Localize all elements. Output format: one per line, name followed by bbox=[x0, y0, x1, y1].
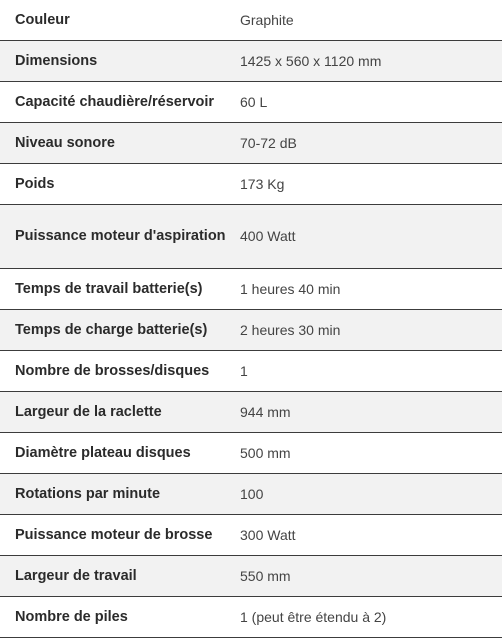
spec-label: Puissance moteur d'aspiration bbox=[15, 228, 226, 244]
spec-row-temps-charge bbox=[0, 309, 502, 350]
spec-label: Dimensions bbox=[15, 52, 98, 69]
spec-label: Largeur de la raclette bbox=[15, 403, 162, 420]
spec-value: 100 bbox=[240, 485, 264, 502]
spec-label: Poids bbox=[15, 175, 55, 192]
spec-row-capacite bbox=[0, 81, 502, 122]
spec-row-nombre-brosses bbox=[0, 350, 502, 391]
spec-row-dimensions bbox=[0, 40, 502, 81]
spec-row-rotations bbox=[0, 473, 502, 514]
spec-label: Capacité chaudière/réservoir bbox=[15, 93, 215, 110]
spec-label: Nombre de piles bbox=[15, 608, 128, 625]
spec-row-niveau-sonore bbox=[0, 122, 502, 163]
spec-label: Temps de charge batterie(s) bbox=[15, 321, 208, 338]
spec-row-largeur-raclette bbox=[0, 391, 502, 432]
spec-value: 400 Watt bbox=[240, 228, 296, 244]
spec-row-poids bbox=[0, 163, 502, 204]
spec-value: Graphite bbox=[240, 11, 294, 28]
spec-label: Niveau sonore bbox=[15, 134, 115, 151]
spec-value: 2 heures 30 min bbox=[240, 321, 341, 338]
spec-value: 300 Watt bbox=[240, 526, 296, 543]
spec-label: Largeur de travail bbox=[15, 567, 137, 584]
spec-value: 60 L bbox=[240, 93, 268, 110]
spec-value: 1 (peut être étendu à 2) bbox=[240, 608, 387, 625]
spec-row-temps-travail bbox=[0, 268, 502, 309]
spec-label: Rotations par minute bbox=[15, 485, 161, 502]
spec-row-puissance-brosse bbox=[0, 514, 502, 555]
spec-value: 1 bbox=[240, 362, 248, 379]
spec-row-puissance-aspiration bbox=[0, 204, 502, 268]
spec-label: Diamètre plateau disques bbox=[15, 444, 191, 461]
spec-row-couleur bbox=[0, 0, 502, 40]
spec-row-largeur-travail bbox=[0, 555, 502, 596]
spec-label: Couleur bbox=[15, 11, 70, 28]
spec-value: 1425 x 560 x 1120 mm bbox=[240, 52, 382, 69]
spec-row-diametre-plateau bbox=[0, 432, 502, 473]
spec-value: 1 heures 40 min bbox=[240, 280, 341, 297]
spec-value: 173 Kg bbox=[240, 175, 285, 192]
spec-row-nombre-piles bbox=[0, 596, 502, 637]
spec-label: Nombre de brosses/disques bbox=[15, 362, 210, 379]
spec-value: 500 mm bbox=[240, 444, 291, 461]
spec-value: 550 mm bbox=[240, 567, 291, 584]
spec-label: Puissance moteur de brosse bbox=[15, 526, 213, 543]
spec-value: 944 mm bbox=[240, 403, 291, 420]
spec-value: 70-72 dB bbox=[240, 134, 297, 151]
spec-label: Temps de travail batterie(s) bbox=[15, 280, 203, 297]
